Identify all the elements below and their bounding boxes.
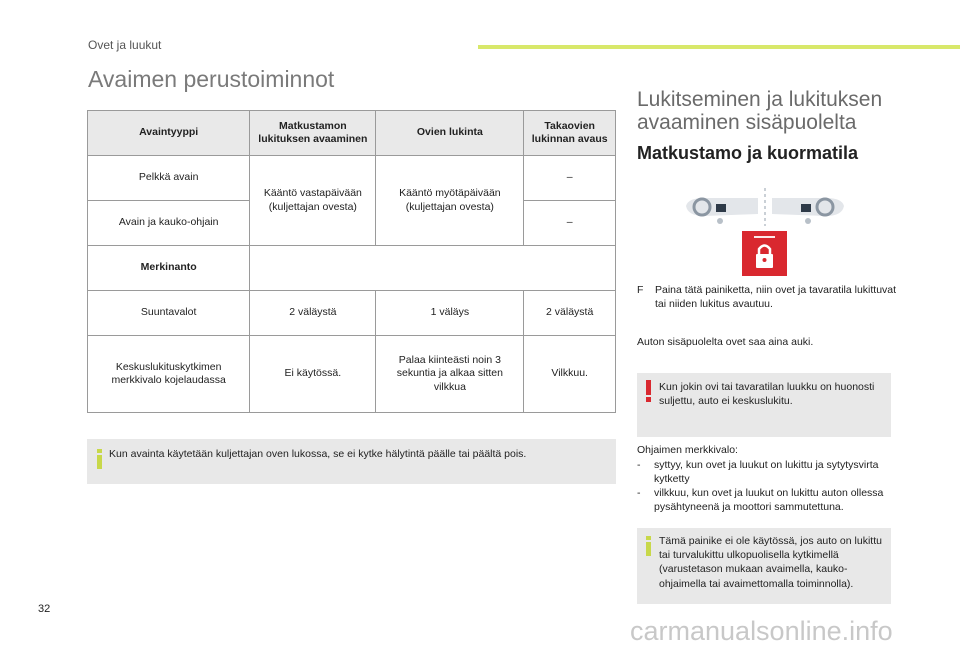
instruction-bullet [637, 283, 897, 311]
table-header: Ovien lukinta [376, 111, 524, 156]
warning-icon [645, 380, 653, 407]
info-note-text: Kun avainta käytetään kuljettajan oven lukossa, se ei kytke hälytintä päälle tai päältä pois. [109, 448, 527, 460]
table-cell: – [524, 201, 616, 246]
table-cell: Suuntavalot [88, 291, 250, 336]
list-item [637, 486, 897, 514]
list-item-text: vilkkuu, kun ovet ja luukut on lukittu auton ollessa pysähtyneenä ja moottori sammutettuna. [654, 487, 884, 514]
table-cell: Keskuslukituskytkimen merkkivalo kojelaudassa [88, 336, 250, 413]
table-cell: 2 väläystä [250, 291, 376, 336]
table-row [88, 156, 616, 201]
section-subtitle: Matkustamo ja kuormatila [637, 143, 859, 163]
table-cell: – [524, 156, 616, 201]
info-note-text: Tämä painike ei ole käytössä, jos auto on lukittu tai turvalukittu ulkopuolisella kytkimellä (varustetason mukaan avaimella, kauko-ohjaimella tai avaimettomalla toiminnolla). [659, 535, 882, 590]
paragraph: Auton sisäpuolelta ovet saa aina auki. [637, 336, 814, 348]
dash-bullet: - [637, 459, 641, 471]
list-item [637, 458, 897, 486]
table-header: Matkustamon lukituksen avaaminen [250, 111, 376, 156]
info-note [637, 528, 891, 604]
indicator-label: Ohjaimen merkkivalo: [637, 444, 738, 456]
table-cell [250, 246, 616, 291]
chapter-accent-bar [478, 45, 960, 49]
page-title: Avaimen perustoiminnot [88, 66, 335, 92]
watermark: carmanualsonline.info [630, 616, 893, 646]
lock-button-illustration [684, 186, 854, 278]
table-cell: Kääntö myötäpäivään (kuljettajan ovesta) [376, 156, 524, 246]
table-header: Avaintyyppi [88, 111, 250, 156]
table-cell: Kääntö vastapäivään (kuljettajan ovesta) [250, 156, 376, 246]
table-cell: 2 väläystä [524, 291, 616, 336]
table-row [88, 246, 616, 291]
table-cell: Merkinanto [88, 246, 250, 291]
table-cell: Vilkkuu. [524, 336, 616, 413]
table-cell: Palaa kiinteästi noin 3 sekuntia ja alkaa sitten vilkkua [376, 336, 524, 413]
warning-note [637, 373, 891, 437]
arrow-bullet-icon: F [637, 284, 644, 296]
info-icon [645, 536, 653, 561]
info-icon [96, 449, 104, 474]
section-title: Lukitseminen ja lukituksen avaaminen sisäpuolelta [637, 88, 883, 135]
list-item-text: syttyy, kun ovet ja luukut on lukittu ja sytytysvirta kytketty [654, 459, 879, 486]
instruction-text: Paina tätä painiketta, niin ovet ja tavaratila lukittuvat tai niiden lukitus avautuu. [655, 284, 897, 311]
table-cell: Avain ja kauko-ohjain [88, 201, 250, 246]
table-row [88, 291, 616, 336]
table-cell: Pelkkä avain [88, 156, 250, 201]
info-note [87, 439, 616, 484]
table-cell: 1 väläys [376, 291, 524, 336]
chapter-title: Ovet ja luukut [88, 38, 162, 52]
table-row [88, 336, 616, 413]
key-functions-table [87, 110, 616, 413]
table-cell: Ei käytössä. [250, 336, 376, 413]
warning-text: Kun jokin ovi tai tavaratilan luukku on huonosti suljettu, auto ei keskuslukitu. [659, 381, 875, 408]
page-number: 32 [38, 603, 51, 615]
table-header: Takaovien lukinnan avaus [524, 111, 616, 156]
table-header-row [88, 111, 616, 156]
dash-bullet: - [637, 487, 641, 499]
